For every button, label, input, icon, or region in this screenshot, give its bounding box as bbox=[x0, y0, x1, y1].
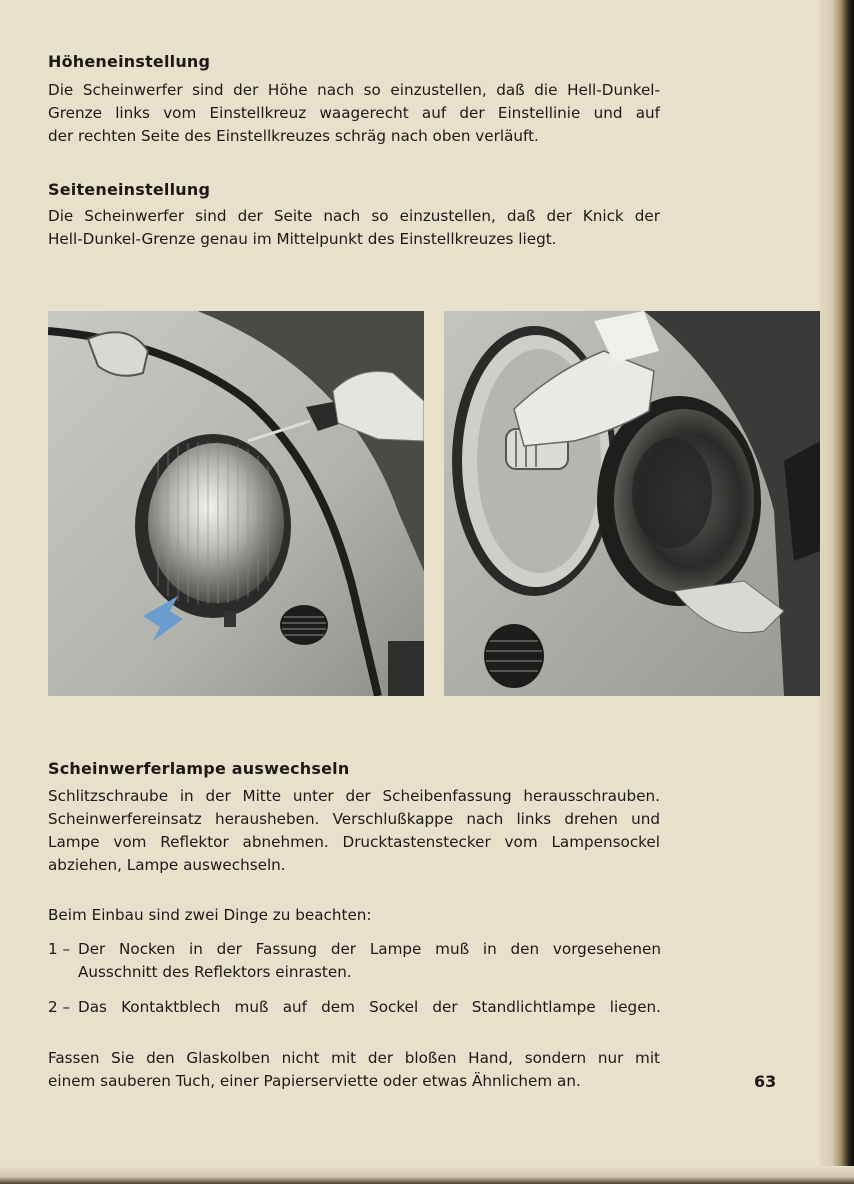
text-line: Der Nocken in der Fassung der Lampe muß in den vorgesehenen bbox=[78, 940, 661, 958]
headlight-insert-illustration bbox=[444, 311, 820, 696]
text-line: einem sauberen Tuch, einer Papierserviette oder etwas Ähnlichem an. bbox=[48, 1072, 581, 1090]
paragraph-lamp-instructions bbox=[48, 785, 660, 877]
page-number: 63 bbox=[754, 1072, 777, 1091]
text-line: Schlitzschraube in der Mitte unter der Scheibenfassung herausschrauben. bbox=[48, 787, 660, 805]
headlight-adjustment-photo bbox=[48, 311, 424, 696]
text-line: Lampe vom Reflektor abnehmen. Drucktastenstecker vom Lampensockel bbox=[48, 833, 660, 851]
paragraph-seiteneinstellung bbox=[48, 205, 660, 251]
list-number: 1 – bbox=[48, 940, 71, 958]
text-line: Fassen Sie den Glaskolben nicht mit der bloßen Hand, sondern nur mit bbox=[48, 1049, 660, 1067]
text-line: Hell-Dunkel-Grenze genau im Mittelpunkt des Einstellkreuzes liegt. bbox=[48, 230, 557, 248]
heading-hoeheneinstellung: Höheneinstellung bbox=[48, 52, 211, 71]
list-number: 2 – bbox=[48, 998, 71, 1016]
page-spine-edge bbox=[820, 0, 854, 1184]
paragraph-closing-note bbox=[48, 1047, 660, 1093]
text-line: Scheinwerfereinsatz herausheben. Verschlußkappe nach links drehen und bbox=[48, 810, 660, 828]
text-line: Die Scheinwerfer sind der Seite nach so einzustellen, daß der Knick der bbox=[48, 207, 660, 225]
heading-scheinwerferlampe-auswechseln: Scheinwerferlampe auswechseln bbox=[48, 759, 350, 778]
text-line: Grenze links vom Einstellkreuz waagerecht auf der Einstellinie und auf bbox=[48, 104, 660, 122]
text-line: Ausschnitt des Reflektors einrasten. bbox=[78, 963, 352, 981]
text-line: der rechten Seite des Einstellkreuzes schräg nach oben verläuft. bbox=[48, 127, 539, 145]
paragraph-installation-intro bbox=[48, 904, 660, 927]
page-bottom-edge bbox=[0, 1166, 854, 1184]
paragraph-hoeheneinstellung bbox=[48, 79, 660, 148]
text-line: Die Scheinwerfer sind der Höhe nach so einzustellen, daß die Hell-Dunkel- bbox=[48, 81, 660, 99]
text-line: Das Kontaktblech muß auf dem Sockel der Standlichtlampe liegen. bbox=[78, 998, 661, 1016]
headlight-insert-removal-photo bbox=[444, 311, 820, 696]
heading-seiteneinstellung: Seiteneinstellung bbox=[48, 180, 211, 199]
text-line: Beim Einbau sind zwei Dinge zu beachten: bbox=[48, 906, 372, 924]
text-line: abziehen, Lampe auswechseln. bbox=[48, 856, 286, 874]
headlight-adjustment-illustration bbox=[48, 311, 424, 696]
